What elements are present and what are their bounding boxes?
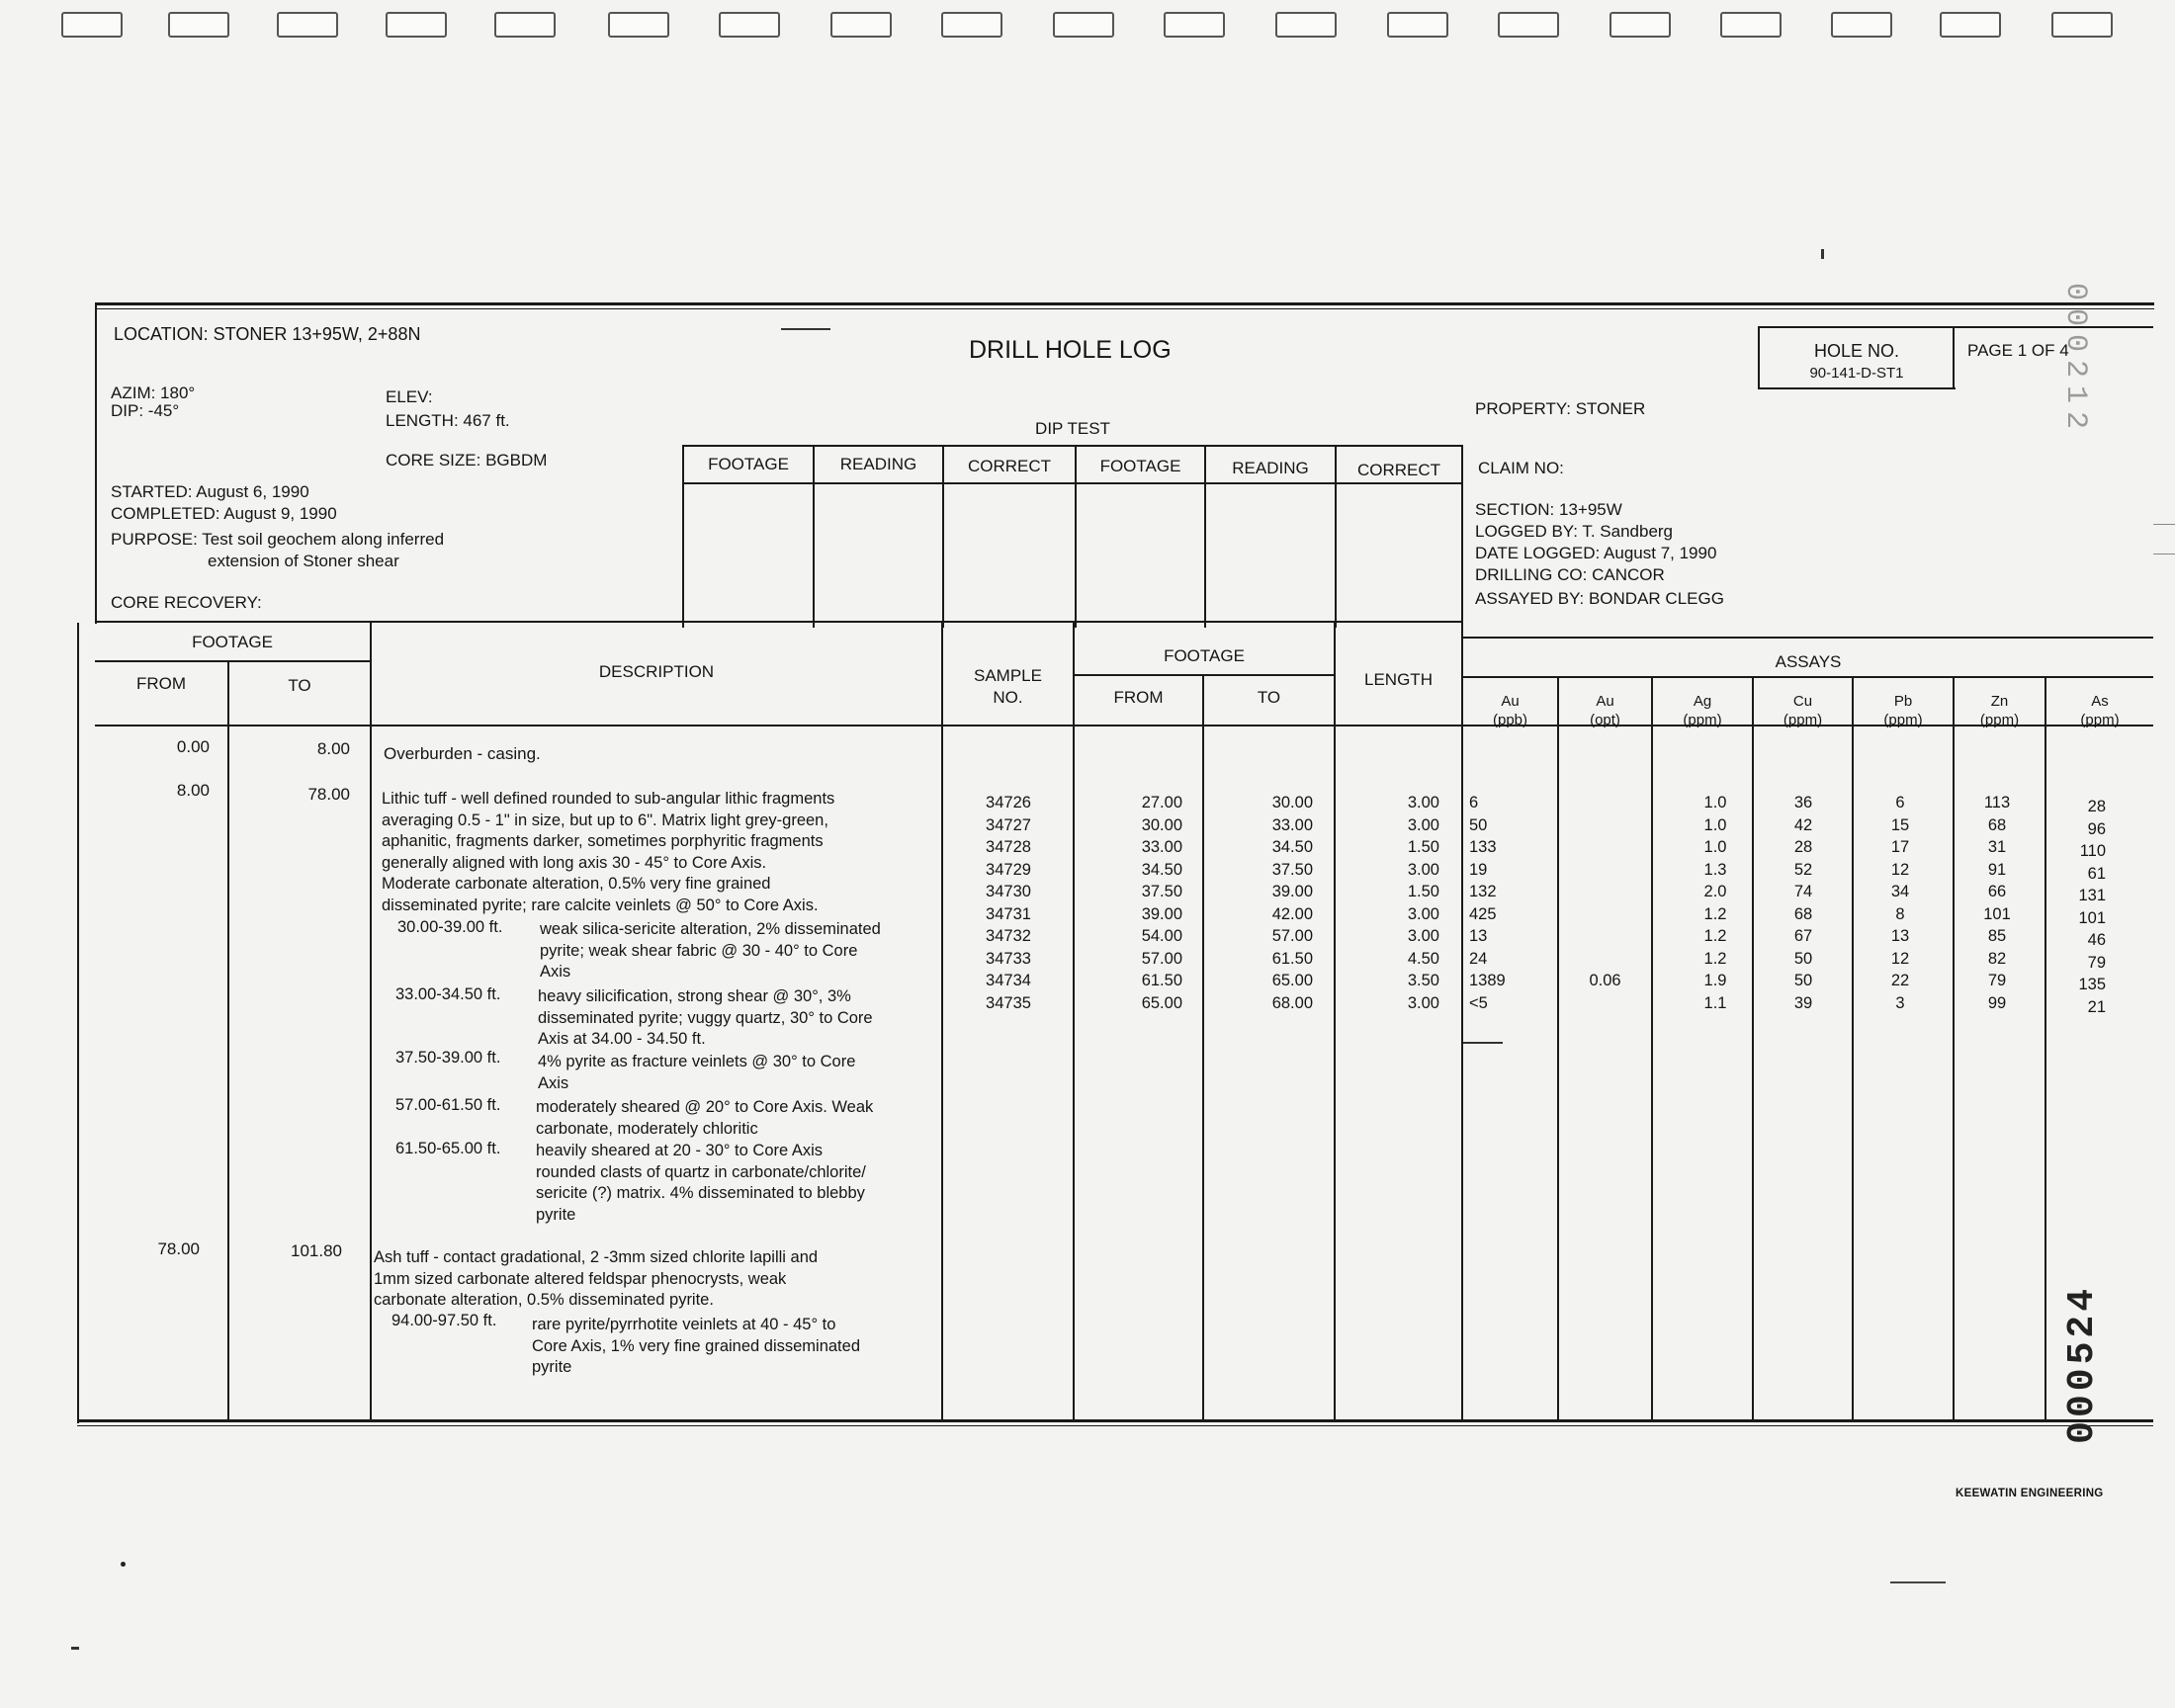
interval-from: 0.00 bbox=[176, 737, 210, 756]
zn-value: 66 bbox=[1987, 883, 2007, 900]
sample-from: 33.00 bbox=[1141, 838, 1182, 856]
started-field: STARTED: August 6, 1990 bbox=[111, 482, 309, 501]
sample-to: 34.50 bbox=[1271, 838, 1313, 856]
pb-value: 8 bbox=[1895, 904, 1905, 923]
purpose-continued: extension of Stoner shear bbox=[208, 552, 399, 570]
ag-value: 2.0 bbox=[1703, 883, 1727, 900]
sample-from: 57.00 bbox=[1141, 949, 1182, 968]
assayed-by-field: ASSAYED BY: BONDAR CLEGG bbox=[1475, 589, 1724, 608]
sample-no: 34732 bbox=[986, 927, 1031, 945]
sub-interval-range: 37.50-39.00 ft. bbox=[395, 1049, 501, 1067]
sample-to: 30.00 bbox=[1271, 794, 1313, 811]
sample-to-header: TO bbox=[1257, 688, 1281, 707]
date-logged-field: DATE LOGGED: August 7, 1990 bbox=[1475, 544, 1717, 562]
au-ppb-value: 6 bbox=[1469, 794, 1479, 811]
au-opt-value bbox=[1559, 881, 1651, 903]
drilling-co-field: DRILLING CO: CANCOR bbox=[1475, 565, 1665, 584]
au-ppb-value: 24 bbox=[1469, 949, 1488, 968]
as-value: 79 bbox=[2087, 953, 2106, 972]
sample-to: 33.00 bbox=[1271, 815, 1313, 834]
zn-value: 99 bbox=[1987, 993, 2007, 1012]
interval-description: Ash tuff - contact gradational, 2 -3mm sized chlorite lapilli and 1mm sized carbonate altered feldspar phenocrysts, weak carbonate alteration, 0.5% disseminated pyrite. bbox=[374, 1248, 819, 1309]
sub-interval-range: 57.00-61.50 ft. bbox=[395, 1096, 501, 1114]
length-header: LENGTH bbox=[1364, 670, 1433, 689]
cu-value: 39 bbox=[1793, 993, 1813, 1012]
dip-test-title: DIP TEST bbox=[1035, 419, 1110, 438]
sub-interval-description: moderately sheared @ 20° to Core Axis. Weak carbonate, moderately chloritic bbox=[536, 1098, 874, 1138]
au-ppb-value: 19 bbox=[1469, 860, 1488, 879]
sub-interval-range: 61.50-65.00 ft. bbox=[395, 1140, 501, 1157]
dip-col-reading: READING bbox=[1232, 459, 1309, 477]
as-value: 61 bbox=[2087, 864, 2106, 883]
au-opt-value: 0.06 bbox=[1589, 972, 1621, 989]
dip-col-correct: CORRECT bbox=[1356, 461, 1441, 479]
pencil-mark bbox=[1463, 1042, 1503, 1047]
sample-to: 37.50 bbox=[1271, 860, 1313, 879]
scan-dot bbox=[1821, 249, 1824, 259]
sample-to: 39.00 bbox=[1271, 883, 1313, 900]
property-field: PROPERTY: STONER bbox=[1475, 399, 1646, 418]
pb-column bbox=[1855, 792, 1946, 1014]
section-field: SECTION: 13+95W bbox=[1475, 500, 1622, 519]
zn-value: 113 bbox=[1983, 794, 2011, 811]
cu-value: 74 bbox=[1793, 883, 1813, 900]
sample-no-header: NO. bbox=[993, 688, 1023, 707]
sample-no: 34734 bbox=[986, 972, 1031, 989]
sample-to: 42.00 bbox=[1271, 904, 1313, 923]
pb-value: 22 bbox=[1890, 972, 1910, 989]
pb-value: 3 bbox=[1895, 993, 1905, 1012]
sample-from: 34.50 bbox=[1141, 860, 1182, 879]
sample-length: 3.00 bbox=[1407, 815, 1439, 834]
to-header: TO bbox=[288, 676, 311, 695]
interval-from: 8.00 bbox=[176, 781, 210, 800]
scan-mark bbox=[2153, 524, 2175, 525]
sample-to-column bbox=[1216, 792, 1313, 1014]
cu-value: 68 bbox=[1793, 904, 1813, 923]
cu-value: 67 bbox=[1793, 927, 1813, 945]
as-value: 131 bbox=[2078, 887, 2106, 904]
ag-value: 1.0 bbox=[1703, 838, 1727, 856]
sample-no: 34726 bbox=[986, 794, 1031, 811]
assay-col-ag: Ag (ppm) bbox=[1683, 693, 1722, 728]
zn-value: 91 bbox=[1987, 860, 2007, 879]
claim-no-field: CLAIM NO: bbox=[1478, 459, 1564, 477]
pb-value: 17 bbox=[1890, 838, 1910, 856]
dip-col-reading: READING bbox=[839, 455, 917, 473]
sub-interval-description: 4% pyrite as fracture veinlets @ 30° to Core Axis bbox=[538, 1053, 856, 1092]
sample-from: 39.00 bbox=[1141, 904, 1182, 923]
interval-to: 101.80 bbox=[291, 1241, 342, 1260]
ag-value: 1.0 bbox=[1703, 794, 1727, 811]
sample-no: 34727 bbox=[986, 815, 1031, 834]
location-field: LOCATION: STONER 13+95W, 2+88N bbox=[114, 324, 421, 344]
ag-value: 1.2 bbox=[1703, 949, 1727, 968]
sample-length: 1.50 bbox=[1407, 838, 1439, 856]
sample-to: 61.50 bbox=[1271, 949, 1313, 968]
au-opt-value bbox=[1559, 859, 1651, 882]
sample-length: 4.50 bbox=[1407, 949, 1439, 968]
pb-value: 34 bbox=[1890, 883, 1910, 900]
sample-no: 34733 bbox=[986, 949, 1031, 968]
ag-value: 1.1 bbox=[1703, 993, 1727, 1012]
pb-value: 12 bbox=[1890, 860, 1910, 879]
sub-interval-description: heavily sheared at 20 - 30° to Core Axis rounded clasts of quartz in carbonate/chlorite/ sericite (?) matrix. 4% disseminated to blebby pyrite bbox=[536, 1142, 866, 1224]
azim-field: AZIM: 180° bbox=[111, 384, 196, 402]
au-opt-value bbox=[1559, 814, 1651, 837]
au-opt-value bbox=[1559, 992, 1651, 1015]
au-opt-value bbox=[1559, 836, 1651, 859]
cu-value: 28 bbox=[1793, 838, 1813, 856]
cu-value: 36 bbox=[1793, 794, 1813, 811]
as-column bbox=[2050, 796, 2106, 1018]
sample-header: SAMPLE bbox=[974, 666, 1042, 685]
as-value: 135 bbox=[2078, 976, 2106, 993]
as-value: 96 bbox=[2087, 819, 2106, 838]
scan-mark bbox=[2153, 554, 2175, 555]
au-ppb-value: 132 bbox=[1469, 883, 1497, 900]
ag-value: 1.9 bbox=[1703, 972, 1727, 989]
sub-interval-range: 94.00-97.50 ft. bbox=[392, 1312, 497, 1329]
cu-value: 50 bbox=[1793, 949, 1813, 968]
sample-from: 61.50 bbox=[1141, 972, 1182, 989]
sample-no: 34731 bbox=[986, 904, 1031, 923]
cu-value: 52 bbox=[1793, 860, 1813, 879]
company-footer: KEEWATIN ENGINEERING bbox=[1956, 1488, 2104, 1499]
ag-value: 1.3 bbox=[1703, 860, 1727, 879]
sample-to: 68.00 bbox=[1271, 993, 1313, 1012]
pb-value: 12 bbox=[1890, 949, 1910, 968]
pb-value: 6 bbox=[1895, 794, 1905, 811]
as-value: 21 bbox=[2087, 997, 2106, 1016]
sample-from-column bbox=[1088, 792, 1182, 1014]
hole-no-value: 90-141-D-ST1 bbox=[1809, 365, 1904, 382]
description-header: DESCRIPTION bbox=[598, 662, 715, 681]
sub-interval-description: rare pyrite/pyrrhotite veinlets at 40 - 45° to Core Axis, 1% very fine grained disseminated pyrite bbox=[532, 1316, 860, 1376]
sub-interval-range: 30.00-39.00 ft. bbox=[397, 918, 503, 936]
sample-no: 34728 bbox=[986, 838, 1031, 856]
sample-length: 3.00 bbox=[1407, 927, 1439, 945]
page-stamp-number: 000524 bbox=[2061, 1285, 2104, 1444]
au-opt-value bbox=[1559, 948, 1651, 971]
assay-col-as: As (ppm) bbox=[2080, 693, 2120, 728]
sample-from: 65.00 bbox=[1141, 993, 1182, 1012]
sample-no: 34730 bbox=[986, 883, 1031, 900]
sample-from-header: FROM bbox=[1113, 688, 1164, 707]
au-ppb-value: 50 bbox=[1469, 815, 1488, 834]
au-opt-value bbox=[1559, 903, 1651, 926]
scan-dot bbox=[121, 1562, 126, 1567]
zn-value: 68 bbox=[1987, 815, 2007, 834]
interval-to: 8.00 bbox=[316, 739, 350, 758]
sample-from: 27.00 bbox=[1141, 794, 1182, 811]
sample-from: 37.50 bbox=[1141, 883, 1182, 900]
au-opt-value bbox=[1559, 925, 1651, 948]
sample-from: 30.00 bbox=[1141, 815, 1182, 834]
sample-from: 54.00 bbox=[1141, 927, 1182, 945]
sample-to: 65.00 bbox=[1271, 972, 1313, 989]
as-value: 101 bbox=[2078, 908, 2106, 927]
ag-value: 1.2 bbox=[1703, 927, 1727, 945]
scan-mark bbox=[1890, 1581, 1946, 1583]
dip-col-footage: FOOTAGE bbox=[1099, 457, 1181, 475]
ag-column bbox=[1671, 792, 1760, 1014]
zn-value: 31 bbox=[1987, 838, 2007, 856]
cu-column bbox=[1758, 792, 1849, 1014]
page-number: PAGE 1 OF 4 bbox=[1967, 341, 2069, 360]
au-ppb-value: <5 bbox=[1469, 993, 1488, 1012]
sub-interval-range: 33.00-34.50 ft. bbox=[395, 985, 501, 1003]
sample-length: 3.00 bbox=[1407, 794, 1439, 811]
elev-field: ELEV: bbox=[386, 387, 433, 406]
pb-value: 15 bbox=[1890, 815, 1910, 834]
zn-value: 82 bbox=[1987, 949, 2007, 968]
as-value: 28 bbox=[2087, 798, 2106, 815]
assay-col-zn: Zn (ppm) bbox=[1979, 693, 2020, 728]
sample-no: 34735 bbox=[986, 993, 1031, 1012]
au-opt-value bbox=[1559, 792, 1651, 814]
zn-value: 79 bbox=[1987, 972, 2007, 989]
purpose-field: PURPOSE: Test soil geochem along inferred bbox=[111, 530, 445, 549]
sub-interval-description: weak silica-sericite alteration, 2% disseminated pyrite; weak shear fabric @ 30 - 40° to Core Axis bbox=[540, 920, 881, 981]
cu-value: 42 bbox=[1793, 815, 1813, 834]
au-ppb-value: 13 bbox=[1469, 927, 1488, 945]
sample-no-column bbox=[949, 792, 1068, 1014]
core-size-field: CORE SIZE: BGBDM bbox=[386, 451, 548, 470]
as-value: 46 bbox=[2087, 931, 2106, 949]
core-recovery-field: CORE RECOVERY: bbox=[111, 593, 262, 612]
zn-value: 101 bbox=[1983, 904, 2011, 923]
sample-length: 3.00 bbox=[1407, 993, 1439, 1012]
interval-to: 78.00 bbox=[307, 785, 350, 804]
length-column bbox=[1345, 792, 1439, 1014]
as-value: 110 bbox=[2079, 842, 2106, 860]
zn-value: 85 bbox=[1987, 927, 2007, 945]
faded-stamp-number: 000212 bbox=[2058, 283, 2092, 438]
assay-col-pb: Pb (ppm) bbox=[1883, 693, 1923, 728]
sample-length: 1.50 bbox=[1407, 883, 1439, 900]
au-opt-column bbox=[1559, 792, 1651, 1014]
hole-no-label: HOLE NO. bbox=[1813, 341, 1900, 361]
sub-interval-description: heavy silicification, strong shear @ 30°, 3% disseminated pyrite; vuggy quartz, 30° to Core Axis at 34.00 - 34.50 ft. bbox=[538, 987, 873, 1048]
interval-description: Lithic tuff - well defined rounded to sub-angular lithic fragments averaging 0.5 - 1" in size, but up to 6". Matrix light grey-green, aphanitic, fragments darker, sometimes porphyritic fragments generally aligned with long axis 30 - 45° to Core Axis. Moderate carbonate alteration, 0.5% very fine grained disseminated pyrite; rare calcite veinlets @ 50° to Core Axis. bbox=[382, 790, 835, 914]
au-ppb-value: 133 bbox=[1469, 838, 1497, 856]
sample-length: 3.00 bbox=[1407, 904, 1439, 923]
sample-to: 57.00 bbox=[1271, 927, 1313, 945]
au-ppb-value: 425 bbox=[1469, 904, 1497, 923]
footage-header: FOOTAGE bbox=[192, 633, 273, 651]
interval-description: Overburden - casing. bbox=[384, 744, 541, 763]
sample-length: 3.00 bbox=[1407, 860, 1439, 879]
au-ppb-value: 1389 bbox=[1469, 972, 1506, 989]
completed-field: COMPLETED: August 9, 1990 bbox=[111, 504, 337, 523]
ag-value: 1.0 bbox=[1703, 815, 1727, 834]
assay-col-au-ppb: Au (ppb) bbox=[1492, 693, 1528, 728]
au-ppb-column bbox=[1461, 792, 1550, 1014]
length-field: LENGTH: 467 ft. bbox=[386, 411, 510, 430]
sample-length: 3.50 bbox=[1407, 972, 1439, 989]
assay-col-au-opt: Au (opt) bbox=[1590, 693, 1620, 728]
scan-dot bbox=[71, 1647, 79, 1650]
zn-column bbox=[1954, 792, 2041, 1014]
dip-col-footage: FOOTAGE bbox=[708, 455, 789, 473]
scan-mark bbox=[781, 328, 830, 330]
cu-value: 50 bbox=[1793, 972, 1813, 989]
dip-field: DIP: -45° bbox=[111, 401, 180, 420]
sample-no: 34729 bbox=[986, 860, 1031, 879]
interval-from: 78.00 bbox=[157, 1239, 200, 1258]
dip-col-correct: CORRECT bbox=[967, 457, 1052, 475]
document-title: DRILL HOLE LOG bbox=[969, 336, 1172, 364]
pb-value: 13 bbox=[1890, 927, 1910, 945]
ag-value: 1.2 bbox=[1703, 904, 1727, 923]
from-header: FROM bbox=[135, 674, 187, 693]
assays-header: ASSAYS bbox=[1775, 652, 1842, 671]
assay-col-cu: Cu (ppm) bbox=[1783, 693, 1823, 728]
sample-footage-header: FOOTAGE bbox=[1164, 646, 1245, 665]
logged-by-field: LOGGED BY: T. Sandberg bbox=[1475, 522, 1674, 541]
